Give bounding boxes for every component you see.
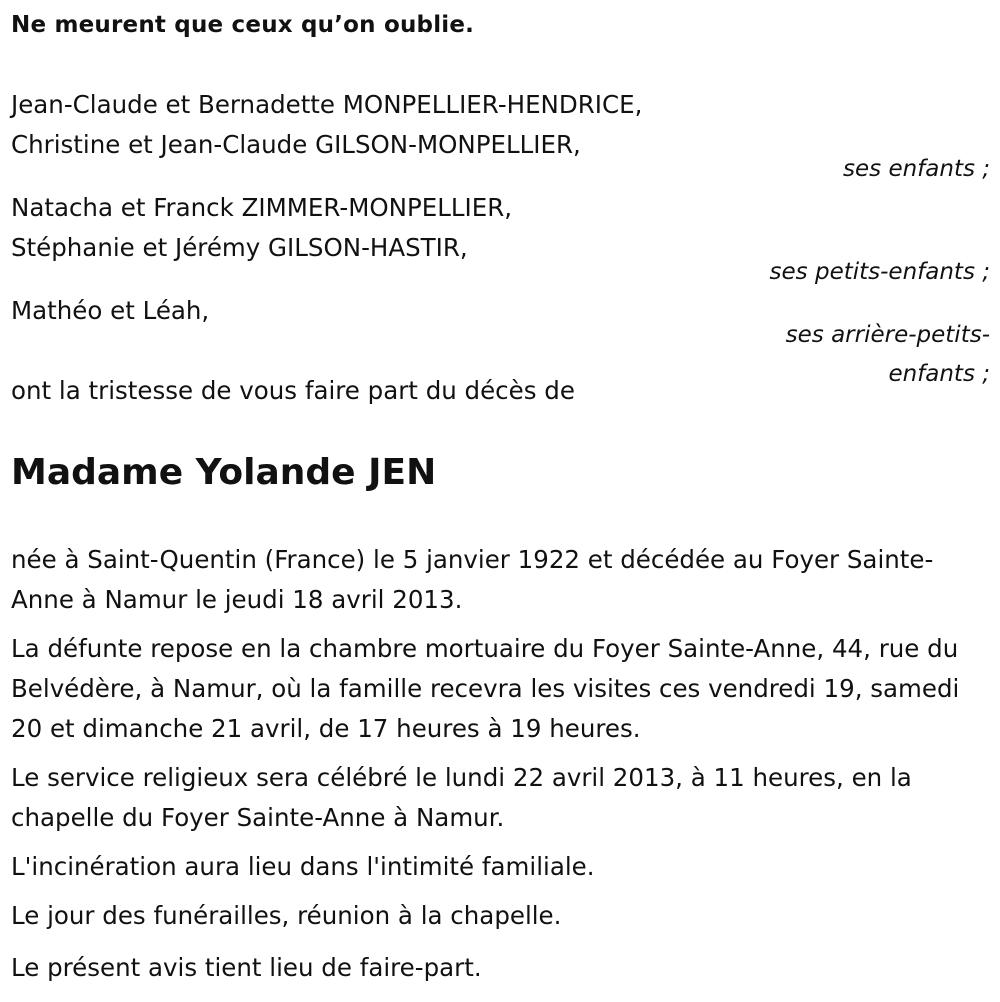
grandchildren-relation: ses petits-enfants ; — [769, 259, 990, 285]
epigraph: Ne meurent que ceux qu’on oublie. — [11, 12, 475, 38]
announcement-text: ont la tristesse de vous faire part du décès de — [11, 376, 575, 405]
notice-paragraph: Le présent avis tient lieu de faire-part. — [11, 953, 482, 982]
family-grandchildren-line-2: Stéphanie et Jérémy GILSON-HASTIR, — [11, 233, 468, 262]
cremation-paragraph: L'incinération aura lieu dans l'intimité familiale. — [11, 852, 595, 881]
family-children-line-1: Jean-Claude et Bernadette MONPELLIER-HENDRICE, — [11, 90, 643, 119]
children-relation: ses enfants ; — [843, 156, 990, 182]
gathering-paragraph: Le jour des funérailles, réunion à la chapelle. — [11, 901, 562, 930]
deceased-name: Madame Yolande JEN — [11, 452, 437, 493]
great-grandchildren-relation: ses arrière-petits-enfants ; — [785, 322, 990, 387]
funeral-home-paragraph: La défunte repose en la chambre mortuaire du Foyer Sainte-Anne, 44, rue du Belvédère, à Namur, où la famille recevra les visites ces vendredi 19, samedi 20 et dimanche 21 avril, de 17 heures à 19 heures. — [11, 634, 960, 743]
family-grandchildren-line-1: Natacha et Franck ZIMMER-MONPELLIER, — [11, 193, 513, 222]
family-children-line-2: Christine et Jean-Claude GILSON-MONPELLIER, — [11, 130, 581, 159]
birth-death-paragraph: née à Saint-Quentin (France) le 5 janvier 1922 et décédée au Foyer Sainte-Anne à Namur le jeudi 18 avril 2013. — [11, 545, 934, 614]
religious-service-paragraph: Le service religieux sera célébré le lundi 22 avril 2013, à 11 heures, en la chapelle du Foyer Sainte-Anne à Namur. — [11, 763, 912, 832]
family-great-grandchildren-line-1: Mathéo et Léah, — [11, 296, 210, 325]
